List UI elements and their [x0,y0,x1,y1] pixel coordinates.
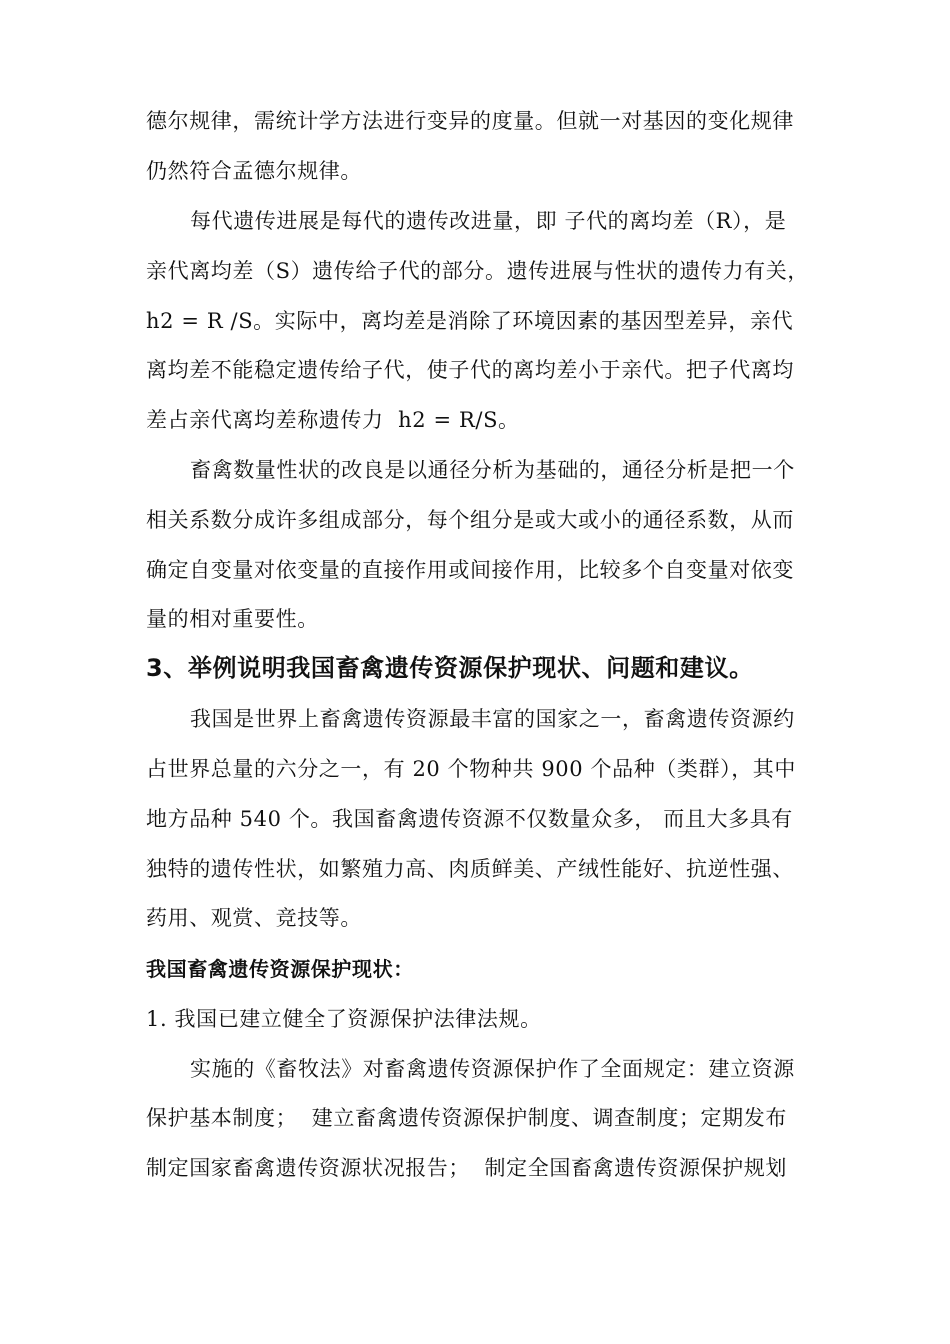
paragraph-line: 德尔规律，需统计学方法进行变异的度量。但就一对基因的变化规律 [146,109,794,133]
paragraph-line: 药用、观赏、竞技等。 [146,906,362,930]
paragraph-line: 量的相对重要性。 [146,607,319,631]
paragraph-line: 占世界总量的六分之一，有 20 个物种共 900 个品种（类群），其中 [146,757,797,781]
paragraph-line: 离均差不能稳定遗传给子代，使子代的离均差小于亲代。把子代离均 [146,358,794,382]
paragraph-line: 畜禽数量性状的改良是以通径分析为基础的，通径分析是把一个 [190,458,795,482]
paragraph-line: h2 = R /S。实际中，离均差是消除了环境因素的基因型差异，亲代 [146,309,794,333]
list-item: 1. 我国已建立健全了资源保护法律法规。 [146,1007,542,1031]
subsection-heading: 我国畜禽遗传资源保护现状： [146,957,414,981]
paragraph-line: 仍然符合孟德尔规律。 [146,159,362,183]
paragraph-line: 我国是世界上畜禽遗传资源最丰富的国家之一，畜禽遗传资源约 [190,707,795,731]
section-heading: 3、举例说明我国畜禽遗传资源保护现状、问题和建议。 [146,654,754,682]
paragraph-line: 地方品种 540 个。我国畜禽遗传资源不仅数量众多， 而且大多具有 [146,807,793,831]
paragraph-line: 实施的《畜牧法》对畜禽遗传资源保护作了全面规定：建立资源 [190,1057,795,1081]
paragraph-line: 制定国家畜禽遗传资源状况报告； 制定全国畜禽遗传资源保护规划 [146,1156,787,1180]
paragraph-line: 保护基本制度； 建立畜禽遗传资源保护制度、调查制度；定期发布 [146,1106,787,1130]
paragraph-line: 确定自变量对依变量的直接作用或间接作用，比较多个自变量对依变 [146,558,794,582]
paragraph-line: 相关系数分成许多组成部分，每个组分是或大或小的通径系数，从而 [146,508,794,532]
paragraph-line: 每代遗传进展是每代的遗传改进量，即 子代的离均差（R），是 [190,209,787,233]
paragraph-line: 独特的遗传性状，如繁殖力高、肉质鲜美、产绒性能好、抗逆性强、 [146,857,794,881]
paragraph-line: 差占亲代离均差称遗传力 h2 = R/S。 [146,408,520,432]
paragraph-line: 亲代离均差（S）遗传给子代的部分。遗传进展与性状的遗传力有关， [146,259,809,283]
